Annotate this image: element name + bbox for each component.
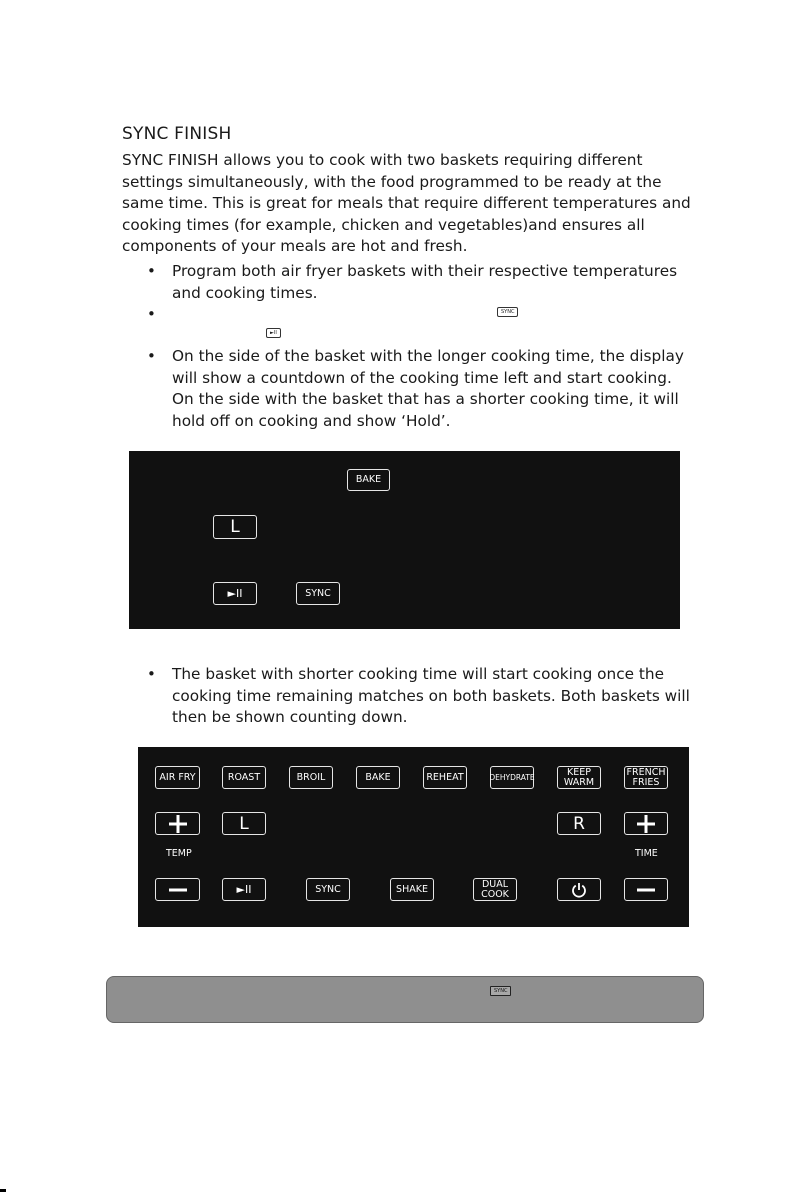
power-button[interactable] [557,878,601,901]
minus-icon [168,887,188,893]
play-pause-button[interactable]: ►II [213,582,257,605]
right-basket-button[interactable]: R [557,812,601,835]
left-basket-button[interactable]: L [222,812,266,835]
play-pause-button[interactable]: ►II [222,878,266,901]
shake-button[interactable]: SHAKE [390,878,434,901]
temp-minus-button[interactable] [155,878,200,901]
note-box [106,976,704,1023]
temp-label: TEMP [166,848,192,859]
dual-cook-line-1: DUAL [481,878,509,890]
reheat-button[interactable]: REHEAT [423,766,467,789]
minus-icon [636,887,656,893]
bullet-dot: • [147,305,156,323]
dual-cook-line-2: COOK [481,888,509,900]
plus-icon [636,814,656,834]
bake-button[interactable]: BAKE [356,766,400,789]
keep-warm-line-2: WARM [563,776,595,788]
french-fries-line-2: FRIES [632,776,660,788]
bullet-dot: • [147,665,156,683]
dehydrate-button[interactable]: DEHYDRATE [490,766,534,789]
keep-warm-button[interactable] [557,766,601,789]
bullet-item-1 [147,261,697,304]
inline-sync-key: SYNC [497,307,518,317]
control-panel-sync-view [129,451,680,629]
bullet-text: On the side of the basket with the longer cooking time, the display will show a countdown of the cooking time left and start cooking. On the side with the basket that has a shorter cooking time, it will hold off on cooking and show ‘Hold’. [172,347,684,430]
section-heading: SYNC FINISH [122,124,232,144]
bullet-dot: • [147,262,156,280]
time-minus-button[interactable] [624,878,668,901]
french-fries-line-1: FRENCH [626,766,666,778]
roast-button[interactable]: ROAST [222,766,266,789]
time-plus-button[interactable] [624,812,668,835]
plus-icon [168,814,188,834]
left-basket-button[interactable]: L [213,515,257,539]
power-icon [571,882,587,898]
air-fry-button[interactable]: AIR FRY [155,766,200,789]
bullet-item-4 [147,664,697,729]
control-panel-full-view [138,747,689,927]
broil-button[interactable]: BROIL [289,766,333,789]
intro-paragraph: SYNC FINISH allows you to cook with two baskets requiring different settings simultaneously, with the food programmed to be ready at the same time. This is great for meals that require different temperatures and cooking times (for example, chicken and vegetables)and ensures all components of your meals are hot and fresh. [122,151,691,256]
bullet-dot: • [147,347,156,365]
french-fries-button[interactable] [624,766,668,789]
inline-play-pause-key: ►II [266,328,281,338]
sync-button[interactable]: SYNC [306,878,350,901]
bullet-item-3 [147,346,697,432]
bullet-text: Program both air fryer baskets with their respective temperatures and cooking times. [172,262,678,302]
bake-button[interactable]: BAKE [347,469,390,491]
keep-warm-line-1: KEEP [567,766,591,778]
note-sync-key: SYNC [490,986,511,996]
bullet-text: The basket with shorter cooking time will start cooking once the cooking time remaining matches on both baskets. Both baskets will then be shown counting down. [172,665,690,727]
sync-button[interactable]: SYNC [296,582,340,605]
dual-cook-button[interactable] [473,878,517,901]
temp-plus-button[interactable] [155,812,200,835]
time-label: TIME [635,848,658,859]
